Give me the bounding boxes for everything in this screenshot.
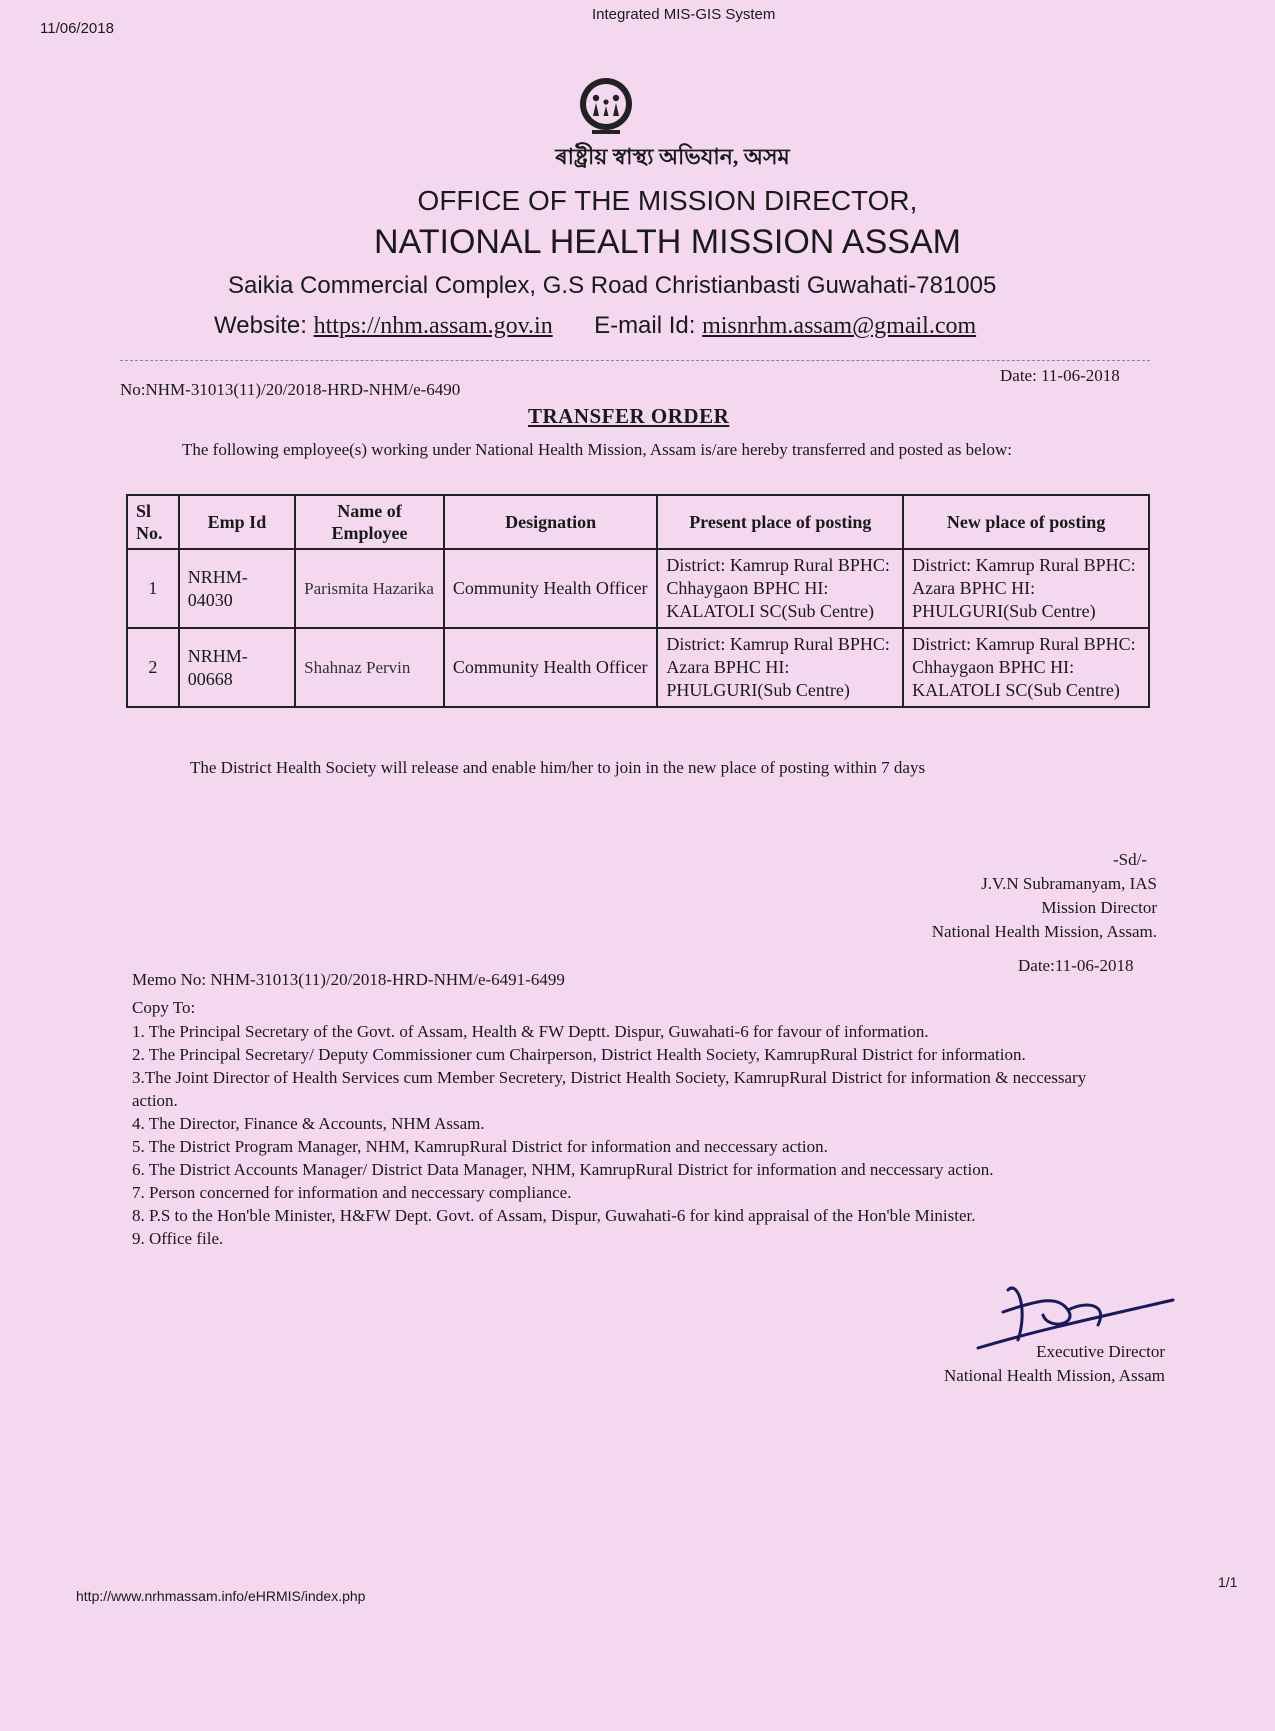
print-footer-url: http://www.nrhmassam.info/eHRMIS/index.php <box>76 1588 366 1604</box>
signatory-block <box>932 848 1157 944</box>
transfer-table <box>126 494 1150 708</box>
executive-block <box>944 1340 1165 1388</box>
list-item: 9. Office file. <box>132 1229 224 1248</box>
col-sl-no: Sl No. <box>127 495 179 549</box>
order-title: TRANSFER ORDER <box>528 404 730 428</box>
col-emp-id: Emp Id <box>179 495 295 549</box>
cell-designation: Community Health Officer <box>444 628 657 707</box>
copy-to-list <box>132 1020 1122 1250</box>
cell-designation: Community Health Officer <box>444 549 657 628</box>
office-address: Saikia Commercial Complex, G.S Road Christianbasti Guwahati-781005 <box>228 272 997 299</box>
list-item: 3.The Joint Director of Health Services cum Member Secretery, District Health Society, KamrupRural District for information & neccessary action. <box>132 1068 1087 1110</box>
office-heading-line1: OFFICE OF THE MISSION DIRECTOR, <box>417 185 918 216</box>
executive-title: Executive Director <box>1036 1342 1165 1361</box>
cell-new-posting: District: Kamrup Rural BPHC: Chhaygaon BPHC HI: KALATOLI SC(Sub Centre) <box>903 628 1149 707</box>
office-heading-line2: NATIONAL HEALTH MISSION ASSAM <box>374 223 961 261</box>
signatory-title: Mission Director <box>1041 898 1157 917</box>
table-row <box>127 628 1149 707</box>
cell-employee-name: Parismita Hazarika <box>295 549 444 628</box>
list-item: 2. The Principal Secretary/ Deputy Commissioner cum Chairperson, District Health Society, KamrupRural District for information. <box>132 1045 1026 1064</box>
list-item: 6. The District Accounts Manager/ District Data Manager, NHM, KamrupRural District for information and neccessary action. <box>132 1160 994 1179</box>
cell-employee-name: Shahnaz Pervin <box>295 628 444 707</box>
cell-new-posting: District: Kamrup Rural BPHC: Azara BPHC HI: PHULGURI(Sub Centre) <box>903 549 1149 628</box>
table-header-row <box>127 495 1149 549</box>
cell-sl: 2 <box>127 628 179 707</box>
list-item: 5. The District Program Manager, NHM, KamrupRural District for information and neccessary action. <box>132 1137 828 1156</box>
nhm-logo-icon <box>578 76 634 138</box>
print-system-title: Integrated MIS-GIS System <box>592 6 776 23</box>
order-intro: The following employee(s) working under National Health Mission, Assam is/are hereby transferred and posted as below: <box>182 440 1012 459</box>
print-date: 11/06/2018 <box>40 20 114 37</box>
list-item: 8. P.S to the Hon'ble Minister, H&FW Dept. Govt. of Assam, Dispur, Guwahati-6 for kind appraisal of the Hon'ble Minister. <box>132 1206 976 1225</box>
cell-emp-id: NRHM-04030 <box>179 549 295 628</box>
cell-present-posting: District: Kamrup Rural BPHC: Chhaygaon BPHC HI: KALATOLI SC(Sub Centre) <box>657 549 903 628</box>
print-page-number: 1/1 <box>1218 1574 1238 1590</box>
list-item: 7. Person concerned for information and neccessary compliance. <box>132 1183 572 1202</box>
contact-line <box>214 312 976 340</box>
list-item: 4. The Director, Finance & Accounts, NHM Assam. <box>132 1114 485 1133</box>
email-link[interactable]: misnrhm.assam@gmail.com <box>702 313 977 339</box>
letterhead-divider <box>120 360 1150 361</box>
signatory-name: J.V.N Subramanyam, IAS <box>981 874 1157 893</box>
cell-present-posting: District: Kamrup Rural BPHC: Azara BPHC HI: PHULGURI(Sub Centre) <box>657 628 903 707</box>
memo-number: Memo No: NHM-31013(11)/20/2018-HRD-NHM/e-6491-6499 <box>132 970 565 989</box>
col-new-posting: New place of posting <box>903 495 1149 549</box>
cell-emp-id: NRHM-00668 <box>179 628 295 707</box>
release-note: The District Health Society will release and enable him/her to join in the new place of posting within 7 days <box>190 758 926 777</box>
order-reference-number: No:NHM-31013(11)/20/2018-HRD-NHM/e-6490 <box>120 380 461 399</box>
website-link[interactable]: https://nhm.assam.gov.in <box>313 313 553 339</box>
list-item: 1. The Principal Secretary of the Govt. of Assam, Health & FW Deptt. Dispur, Guwahati-6 for favour of information. <box>132 1022 929 1041</box>
signatory-org: National Health Mission, Assam. <box>931 922 1157 941</box>
email-label: E-mail Id: <box>594 312 696 339</box>
col-present-posting: Present place of posting <box>657 495 903 549</box>
memo-date: Date:11-06-2018 <box>1018 956 1134 975</box>
website-label: Website: <box>214 312 307 339</box>
sd-mark: -Sd/- <box>1113 850 1147 869</box>
cell-sl: 1 <box>127 549 179 628</box>
order-date: Date: 11-06-2018 <box>1000 366 1120 385</box>
table-row <box>127 549 1149 628</box>
copy-to-label: Copy To: <box>132 998 196 1017</box>
col-employee-name: Name of Employee <box>295 495 444 549</box>
col-designation: Designation <box>444 495 657 549</box>
executive-org: National Health Mission, Assam <box>944 1366 1165 1385</box>
bengali-org-name: ৰাষ্ট্ৰীয় স্বাস্থ্য অভিযান, অসম <box>555 144 790 169</box>
